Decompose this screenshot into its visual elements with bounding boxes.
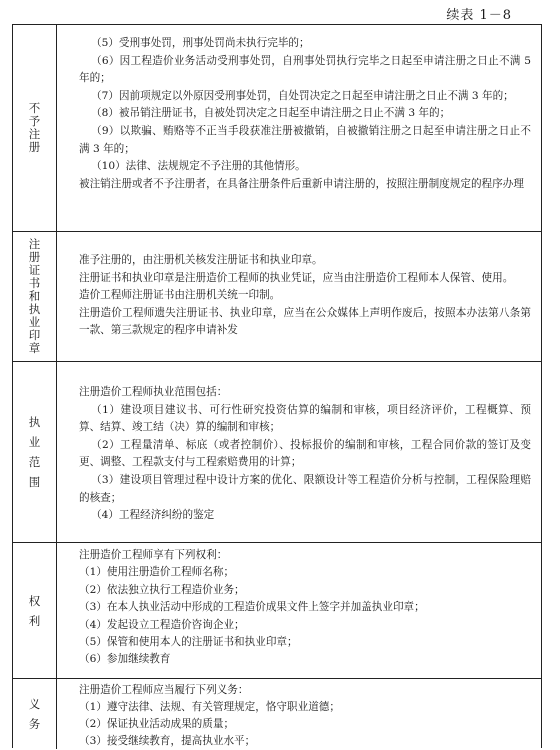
content-line: （10）法律、法规规定不予注册的其他情形。	[91, 160, 306, 173]
content-line: （8）被吊销注册证书，自被处罚决定之日起至申请注册之日止不满 3 年的；	[91, 107, 451, 120]
row-label-rights: 权利	[28, 593, 41, 628]
table-row-no-registration	[13, 25, 541, 232]
content-line: （2）依法独立执行工程造价业务；	[79, 583, 245, 596]
table-row-obligations	[13, 679, 541, 749]
content-line: 准予注册的，由注册机关核发注册证书和执业印章。	[79, 254, 323, 266]
content-line: （4）工程经济纠纷的鉴定	[91, 509, 215, 522]
content-line: （3）建设项目管理过程中设计方案的优化、限额设计等工程造价分析与控制，工程保险理赔的核查；	[79, 473, 531, 504]
content-line: （3）在本人执业活动中形成的工程造价成果文件上签字并加盖执业印章；	[79, 601, 425, 614]
content-line: 注册造价工程师享有下列权利：	[79, 549, 228, 561]
content-line: （6）因工程造价业务活动受刑事处罚，自刑事处罚执行完毕之日起至申请注册之日止不满 5 年的；	[79, 54, 531, 85]
row-content-certificate-seal	[57, 232, 541, 361]
content-line: （1）建设项目建议书、可行性研究投资估算的编制和审核，项目经济评价，工程概算、预算、结算、竣工结（决）算的编制和审核；	[79, 403, 531, 434]
content-line: （1）使用注册造价工程师名称；	[79, 566, 235, 579]
regulation-table	[12, 24, 542, 748]
content-line: （3）接受继续教育，提高执业水平；	[79, 735, 256, 747]
content-line: 注册造价工程师遗失注册证书、执业印章，应当在公众媒体上声明作废后，按照本办法第八条第一款、第三款规定的程序申请补发	[79, 306, 531, 337]
content-line: 注册造价工程师执业范围包括：	[79, 386, 228, 398]
content-line: 造价工程师注册证书由注册机关统一印制。	[79, 289, 281, 302]
row-content-rights	[57, 543, 541, 678]
row-label-practice-scope: 执业范围	[28, 415, 41, 489]
table-caption: 续表 1－8	[446, 8, 512, 23]
table-row-certificate-seal	[13, 232, 541, 362]
content-line: （5）受刑事处罚，刑事处罚尚未执行完毕的；	[91, 37, 310, 49]
content-line: （6）参加继续教育	[79, 653, 171, 666]
content-line: 注册造价工程师应当履行下列义务：	[79, 684, 249, 696]
content-line: 注册证书和执业印章是注册造价工程师的执业凭证，应当由注册造价工程师本人保管、使用。	[79, 271, 514, 284]
content-line: （2）工程量清单、标底（或者控制价）、投标报价的编制和审核，工程合同价款的签订及变更、调整、工程款支付与工程索赔费用的计算；	[79, 438, 531, 469]
content-line: 被注销注册或者不予注册者，在具备注册条件后重新申请注册的，按照注册制度规定的程序办理	[79, 177, 524, 190]
row-label-certificate-seal: 注册证书和执业印章	[28, 237, 41, 355]
row-label-cell	[13, 25, 57, 231]
table-row-rights	[13, 543, 541, 679]
content-line: （5）保管和使用本人的注册证书和执业印章；	[79, 636, 298, 649]
table-row-practice-scope	[13, 362, 541, 543]
row-content-practice-scope	[57, 362, 541, 542]
content-line: （4）发起设立工程造价咨询企业；	[79, 618, 245, 631]
row-label-cell	[13, 543, 57, 678]
content-line: （2）保证执业活动成果的质量；	[79, 718, 235, 730]
row-label-cell	[13, 679, 57, 749]
row-label-obligations: 义务	[28, 697, 41, 731]
content-line: （7）因前项规定以外原因受刑事处罚，自处罚决定之日起至申请注册之日止不满 3 年的；	[91, 89, 514, 102]
content-line: （1）遵守法律、法规、有关管理规定，恪守职业道德；	[79, 701, 340, 713]
row-label-cell	[13, 362, 57, 542]
row-label-cell	[13, 232, 57, 361]
row-content-no-registration	[57, 25, 541, 231]
content-line: （9）以欺骗、贿赂等不正当手段获准注册被撤销，自被撤销注册之日起至申请注册之日止不满 3 年的；	[79, 124, 531, 155]
row-label-no-registration: 不予注册	[28, 101, 41, 154]
row-content-obligations	[57, 679, 541, 749]
